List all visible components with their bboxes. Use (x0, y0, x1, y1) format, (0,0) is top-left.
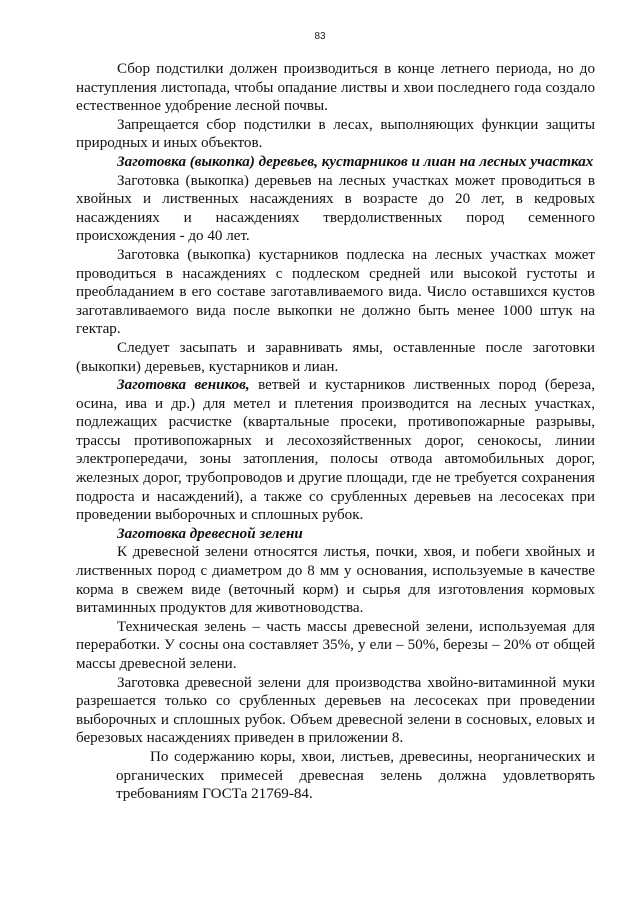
paragraph-technical-greenery: Техническая зелень – часть массы древесной зелени, используемая для переработки. У сосны она составляет 35%, у ели – 50%, березы – 20% от общей массы древесной зелени. (76, 618, 595, 672)
paragraph-tree-digging: Заготовка (выкопка) деревьев на лесных участках может проводиться в хвойных и лиственных насаждениях в возрасте до 20 лет, в кедровых насаждениях и насаждениях твердолиственных пород семенного происхождения - до 40 лет. (76, 172, 595, 245)
paragraph-litter-collection-timing: Сбор подстилки должен производиться в конце летнего периода, но до наступления листопада, чтобы опадание листвы и хвои последнего года создало естественное удобрение лесной почвы. (76, 61, 595, 115)
paragraph-shrub-digging: Заготовка (выкопка) кустарников подлеска на лесных участках может проводиться в насаждениях с подлеском средней или высокой густоты и преобладанием в его составе заготавливаемого вида. Число оставшихся кустов заготавливаемого вида после выкопки не должно быть менее 1000 штук на гектар. (76, 246, 595, 338)
paragraph-greenery-harvesting: Заготовка древесной зелени для производства хвойно-витаминной муки разрешается только со срубленных деревьев на лесосеках при проведении выборочных и сплошных рубок. Объем древесной зелени в сосновых, еловых и березовых насаждениях приведен в приложении 8. (76, 674, 595, 747)
heading-tree-digging: Заготовка (выкопка) деревьев, кустарников и лиан на лесных участках (117, 153, 594, 170)
page-number: 83 (314, 31, 326, 42)
paragraph-broom-harvesting (76, 376, 595, 525)
broom-harvesting-text: ветвей и кустарников лиственных пород (береза, осина, ива и др.) для метел и плетения производится на лесных участках, подлежащих расчистке (квартальные просеки, противопожарные разрывы, трассы противопожарных и лесохозяйственных дорог, сенокосы, линии электропередачи, зоны затопления, полосы отвода автомобильных дорог, железных дорог, трубопроводов и другие площади, где не требуется сохранения подроста и насаждений), а также со срубленных деревьев на лесосеках при проведении выборочных и сплошных рубок. (76, 377, 595, 524)
broom-harvesting-lead: Заготовка веников, (117, 377, 250, 394)
document-body (76, 60, 595, 804)
paragraph-pit-filling: Следует засыпать и заравнивать ямы, оставленные после заготовки (выкопки) деревьев, кустарников и лиан. (76, 339, 595, 375)
paragraph-gost-requirements: По содержанию коры, хвои, листьев, древесины, неорганических и органических примесей древесная зелень должна удовлетворять требованиям ГОСТа 21769-84. (116, 748, 595, 803)
paragraph-litter-collection-ban: Запрещается сбор подстилки в лесах, выполняющих функции защиты природных и иных объектов. (76, 116, 595, 152)
paragraph-greenery-definition: К древесной зелени относятся листья, почки, хвоя, и побеги хвойных и лиственных пород с диаметром до 8 мм у основания, используемые в качестве корма в свежем виде (веточный корм) и сырья для изготовления кормовых витаминных продуктов для животноводства. (76, 544, 595, 617)
heading-tree-greenery: Заготовка древесной зелени (117, 525, 303, 542)
